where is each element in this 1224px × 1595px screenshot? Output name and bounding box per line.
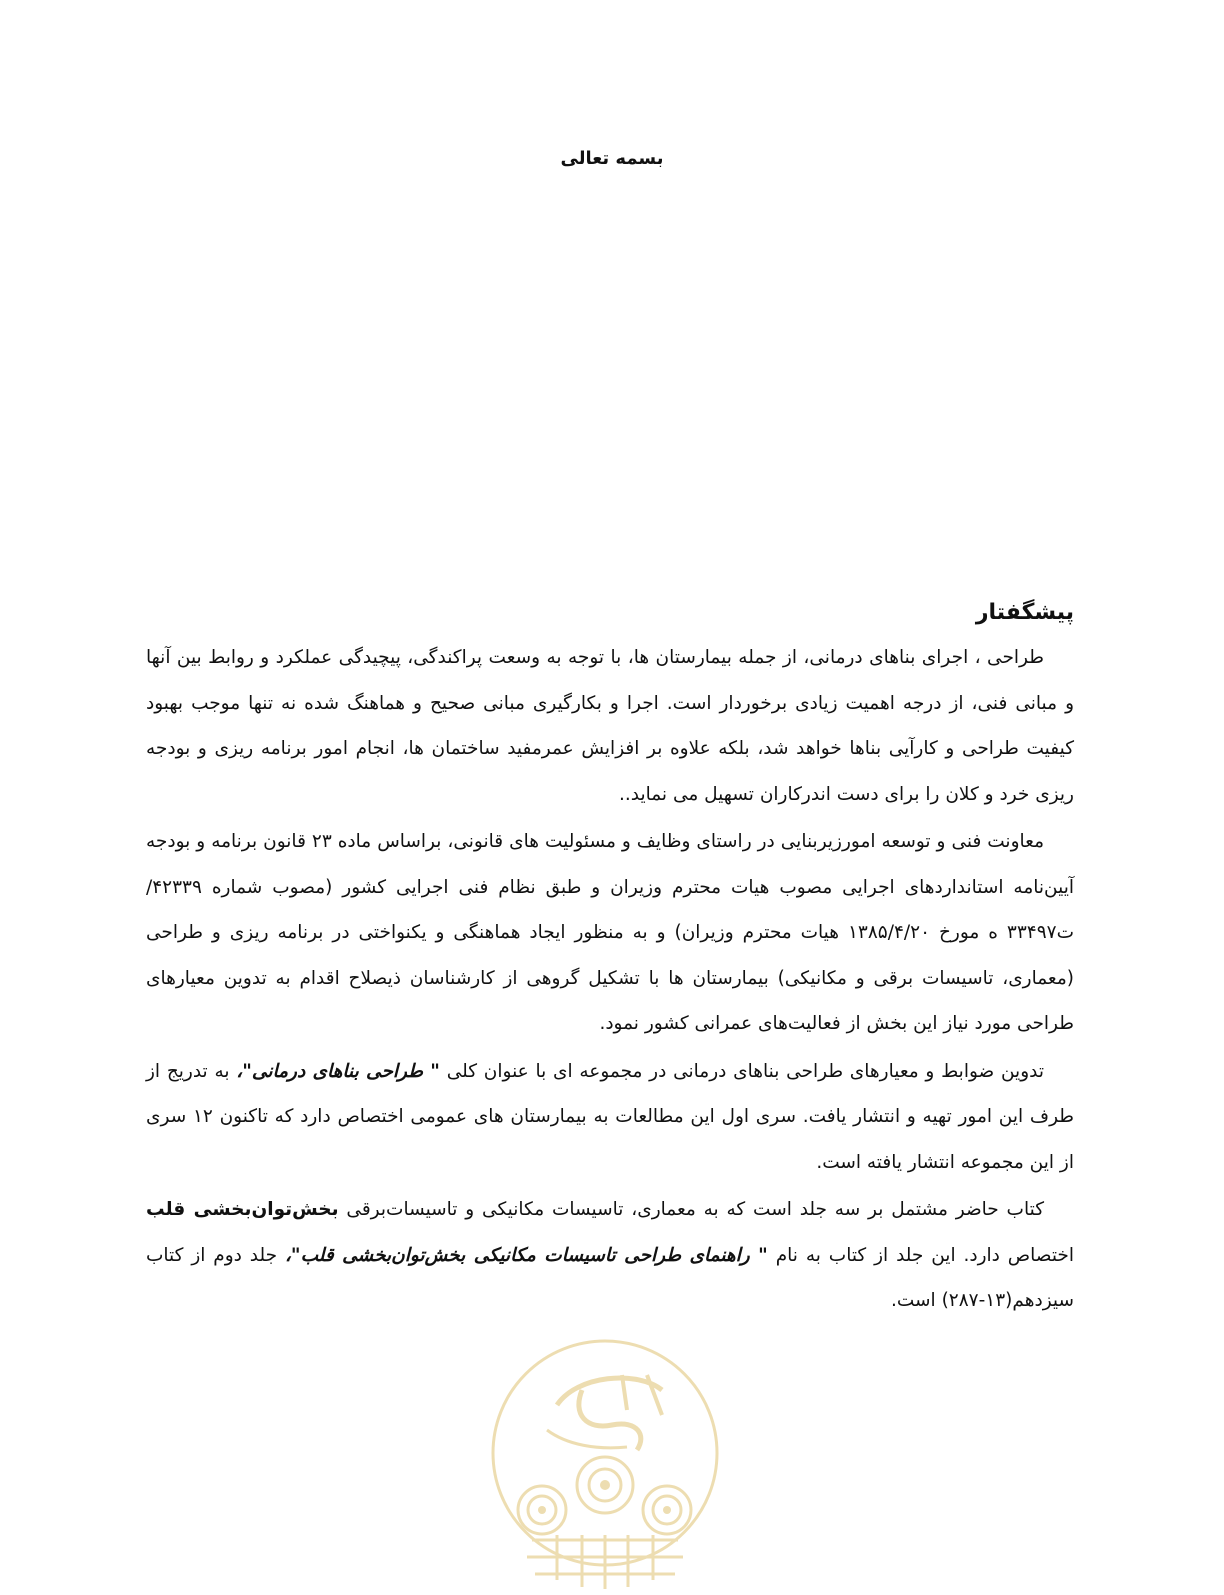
invocation-heading: بسمه تعالی xyxy=(560,148,664,169)
department-name-bold: بخش‌توان‌بخشی قلب xyxy=(146,1199,339,1220)
section-title: پیشگفتار xyxy=(975,600,1074,625)
series-title-emphasis: " طراحی بناهای درمانی"، xyxy=(236,1060,440,1082)
paragraph-4 xyxy=(146,1187,1074,1324)
watermark-logo-icon xyxy=(487,1335,723,1595)
paragraph-4-text-start: کتاب حاضر مشتمل بر سه جلد است که به معماری، تاسیسات مکانیکی و تاسیسات‌برقی xyxy=(338,1199,1044,1220)
paragraph-3 xyxy=(146,1049,1074,1186)
paragraph-3-text-end: به تدریج از طرف این امور تهیه و انتشار یافت. سری اول این مطالعات به بیمارستان های عمومی اختصاص دارد که تاکنون ۱۲ سری از این مجموعه انتشار یافته است. xyxy=(146,1060,1074,1173)
paragraph-1: طراحی ، اجرای بناهای درمانی، از جمله بیمارستان ها، با توجه به وسعت پراکندگی، پیچیدگی عملکرد و روابط بین آنها و مبانی فنی، از درجه اهمیت زیادی برخوردار است. اجرا و بکارگیری مبانی صحیح و هماهنگ شده نه تنها موجب بهبود کیفیت طراحی و کارآیی بناها خواهد شد، بلکه علاوه بر افزایش عمرمفید ساختمان ها، انجام امور برنامه ریزی و بودجه ریزی خرد و کلان را برای دست اندرکاران تسهیل می نماید.. xyxy=(146,647,1074,805)
preface-section xyxy=(146,600,1074,1326)
paragraph-4-text-middle: اختصاص دارد. این جلد از کتاب به نام xyxy=(767,1244,1074,1266)
book-title-emphasis: " راهنمای طراحی تاسیسات مکانیکی بخش‌توان‌بخشی قلب"، xyxy=(284,1244,768,1266)
paragraph-3-text-start: تدوین ضوابط و معیارهای طراحی بناهای درمانی در مجموعه ای با عنوان کلی xyxy=(439,1060,1045,1082)
paragraph-2: معاونت فنی و توسعه امورزیربنایی در راستای وظایف و مسئولیت های قانونی، براساس ماده ۲۳ قانون برنامه و بودجه آیین‌نامه استانداردهای اجرایی مصوب هیات محترم وزیران و طبق نظام فنی اجرایی کشور (مصوب شماره ۴۲۳۳۹/ت۳۳۴۹۷ ه مورخ ۱۳۸۵/۴/۲۰ هیات محترم وزیران) و به منظور ایجاد هماهنگی و یکنواختی در برنامه ریزی و طراحی (معماری، تاسیسات برقی و مکانیکی) بیمارستان ها با تشکیل گروهی از کارشناسان ذیصلاح اقدام به تدوین معیارهای طراحی مورد نیاز این بخش از فعالیت‌های عمرانی کشور نمود. xyxy=(146,831,1074,1034)
paragraph-4-text-end: جلد دوم از کتاب سیزدهم(۱۳-۲۸۷) است. xyxy=(146,1244,1074,1311)
